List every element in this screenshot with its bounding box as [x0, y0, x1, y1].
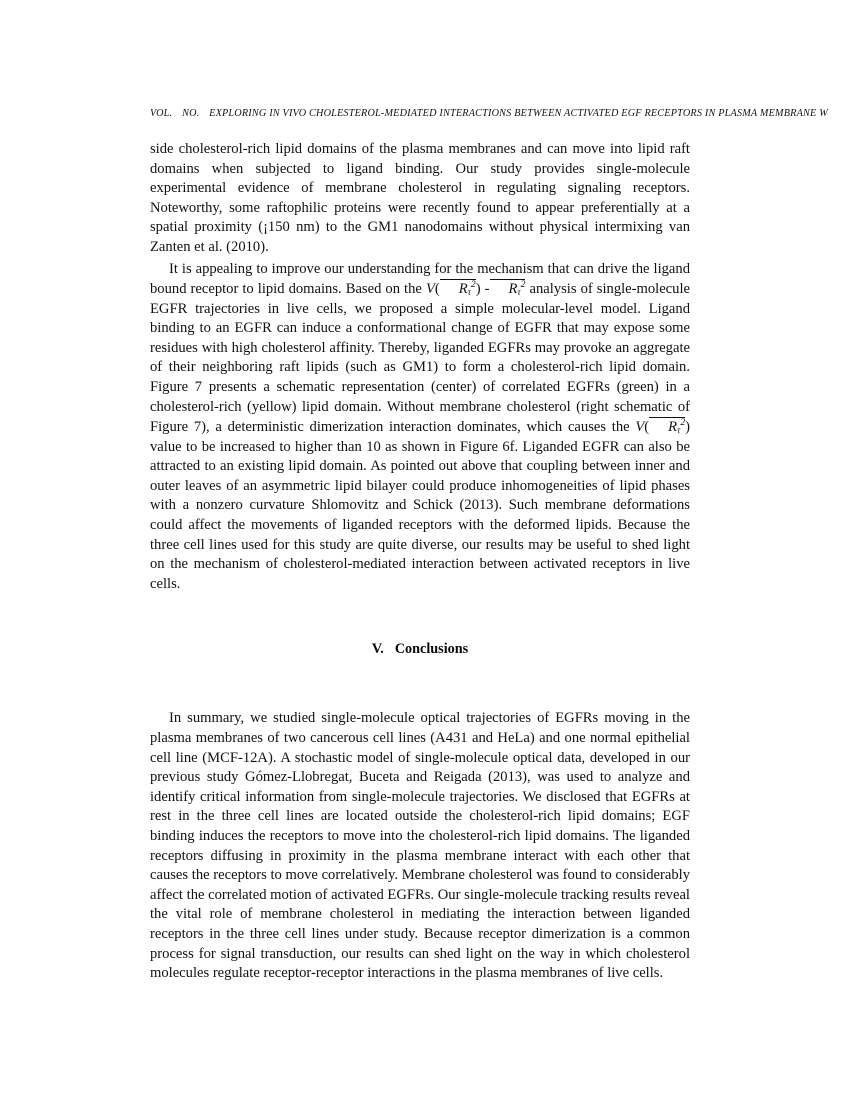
math-close-paren: ) [475, 281, 481, 298]
math-superscript-two: 2 [470, 279, 476, 291]
paragraph-discussion-part-a: It is appealing to improve our understanding for the mechanism that can drive the ligand bound receptor to lipid domains. Based on the [150, 260, 690, 298]
math-v-2: V [635, 419, 645, 436]
running-head-volume: VOL. [150, 108, 173, 119]
math-overline-group-2 [490, 279, 526, 297]
math-subscript-tau: τ [467, 287, 471, 297]
paragraph-continuation: side cholesterol-rich lipid domains of the plasma membranes and can move into lipid raft domains when subjected to ligand binding. Our study provides single-molecule experimental evidence of membrane cholesterol in regulating signaling receptors. Noteworthy, some raftophilic proteins were recently found to appear preferentially at a spatial proximity (¡150 nm) to the GM1 nanodomains without physical intermixing van Zanten et al. (2010). [150, 141, 690, 255]
running-head-title: EXPLORING IN VIVO CHOLESTEROL-MEDIATED INTERACTIONS BETWEEN ACTIVATED EGF RECEPTORS IN PLASMA MEMBRANE W [209, 108, 828, 119]
paragraph-summary: In summary, we studied single-molecule optical trajectories of EGFRs moving in the plasma membranes of two cancerous cell lines (A431 and HeLa) and one normal epithelial cell line (MCF-12A). A stochastic model of single-molecule optical data, developed in our previous study Gómez-Llobregat, Buceta and Reigada (2013), was used to analyze and identify critical information from single-molecule trajectories. We disclosed that EGFRs at rest in the three cell lines are located outside the cholesterol-rich lipid domains; EGF binding induces the receptors to move into the cholesterol-rich lipid domains. The liganded receptors diffusing in proximity in the plasma membrane interact with each other that causes the receptors to move correlatively. Membrane cholesterol was found to considerably affect the correlated motion of activated EGFRs. Our single-molecule tracking results reveal the vital role of membrane cholesterol in mediating the interaction between liganded receptors in the three cell lines under study. Because receptor dimerization is a common process for signal transduction, our results can shed light on the way in which cholesterol molecules regulate receptor-receptor interactions in the plasma membranes of live cells. [150, 710, 690, 982]
inline-math-variance-expression-2 [635, 419, 690, 435]
math-v: V [425, 281, 435, 298]
math-superscript-two-second: 2 [520, 279, 526, 291]
running-head-number: NO. [182, 108, 200, 119]
paragraph-discussion-part-c: value to be increased to higher than 10 as shown in Figure 6f. Liganded EGFR can also be attracted to an existing lipid domain. As pointed out above that coupling between inner and outer leaves of an asymmetric lipid bilayer could produce inhomogeneities of lipid phases with a nonzero curvature Shlomovitz and Schick (2013). Such membrane deformations could affect the movements of liganded receptors with the deformed lipids. Because the three cell lines used for this study are quite diverse, our results may be useful to shed light on the mechanism of cholesterol-mediated interaction between activated receptors in live cells. [150, 438, 690, 592]
math-minus: - [480, 281, 490, 298]
section-heading-conclusions [150, 640, 690, 659]
math-open-paren: ( [434, 281, 440, 298]
paragraph-discussion [150, 260, 690, 595]
math-subscript-tau-3: τ [677, 425, 681, 436]
math-overline-group-1 [440, 279, 476, 297]
math-r-3: R [668, 419, 678, 436]
math-close-paren-2: ) [685, 419, 690, 436]
paragraph-discussion-part-b: analysis of single-molecule EGFR trajectories in live cells, we proposed a simple molecular-level model. Ligand binding to an EGFR can induce a conformational change of EGFR that may expose some residues with high cholesterol affinity. Thereby, liganded EGFRs may provoke an aggregate of their neighboring raft lipids (such as GM1) to form a cholesterol-rich lipid domain. Figure 7 presents a schematic representation (center) of correlated EGFRs (green) in a cholesterol-rich (yellow) lipid domain. Without membrane cholesterol (right schematic of Figure 7), a deterministic dimerization interaction dominates, which causes the [150, 281, 690, 436]
running-head [150, 107, 850, 121]
math-r-second: R [508, 281, 518, 298]
inline-math-variance-expression [426, 281, 526, 297]
math-superscript-two-3: 2 [680, 417, 686, 429]
math-overline-group-3 [649, 417, 685, 435]
section-title: Conclusions [394, 641, 469, 658]
section-number: V. [371, 641, 384, 658]
math-open-paren-2: ( [644, 419, 650, 436]
math-subscript-tau-second: τ [517, 287, 521, 297]
math-r: R [458, 281, 468, 298]
body-column [150, 140, 690, 984]
